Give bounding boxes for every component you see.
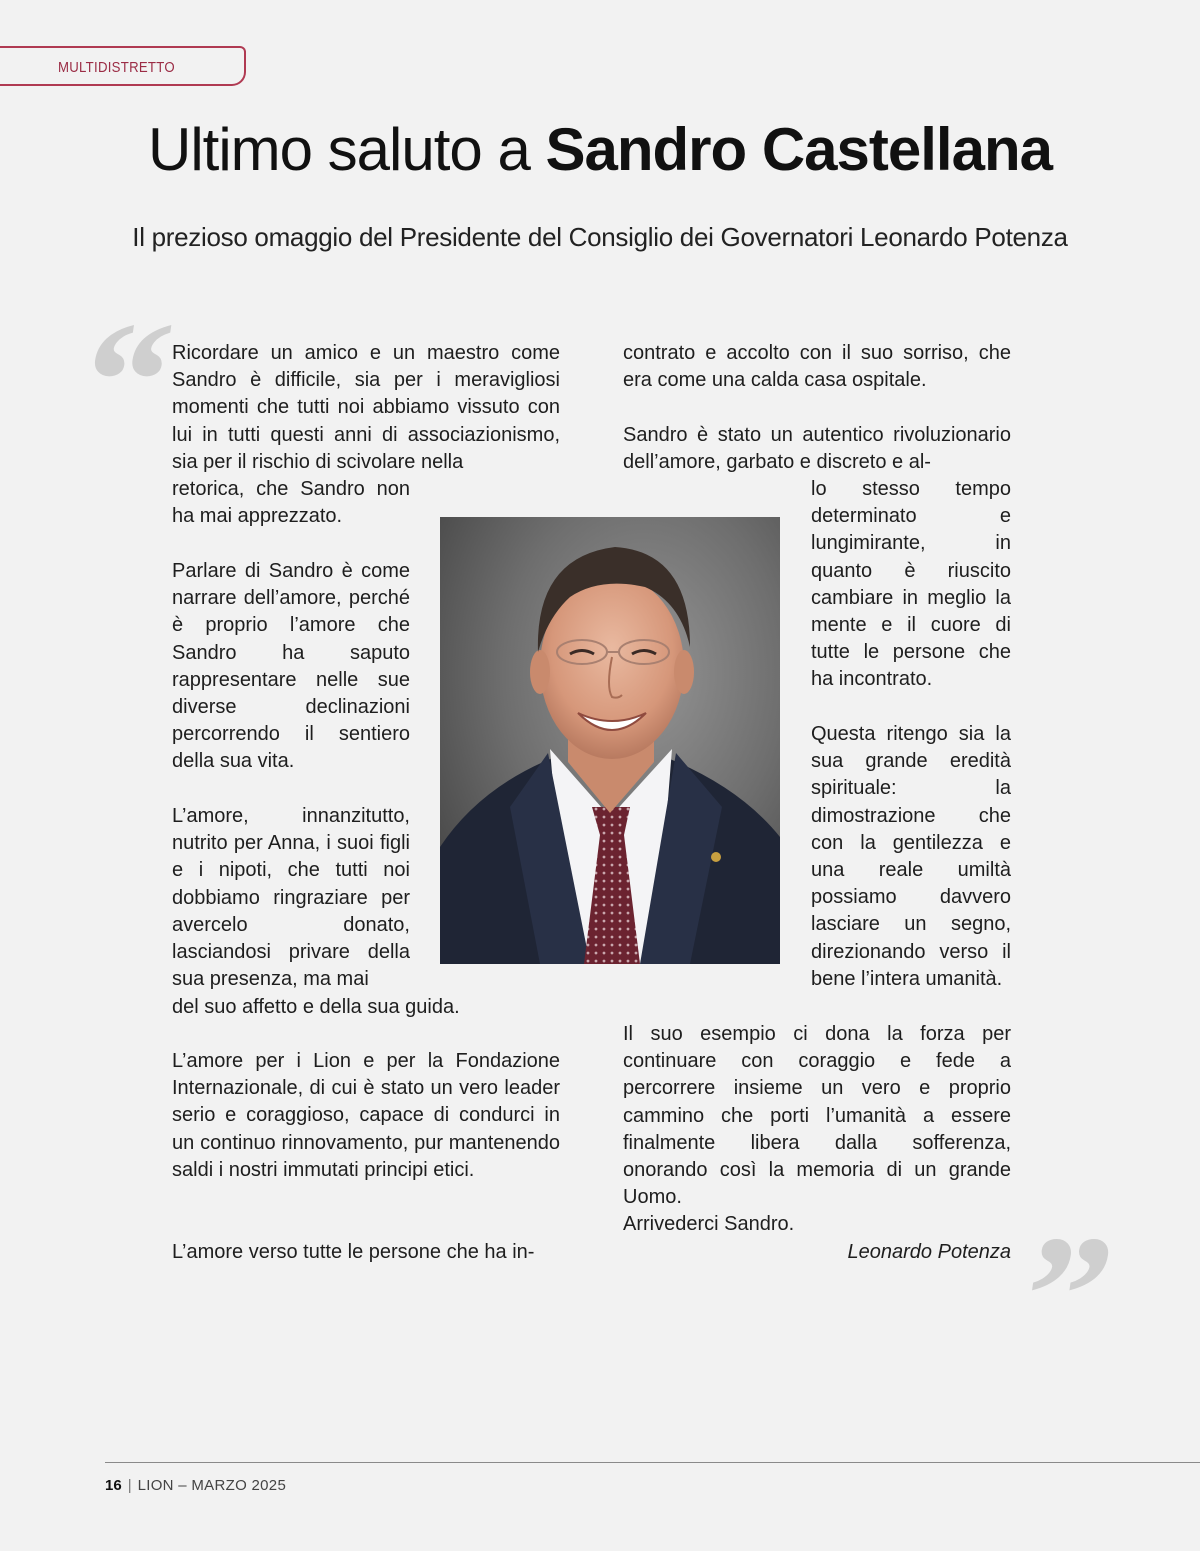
- title-regular: Ultimo saluto a: [147, 116, 546, 183]
- left-paragraph-5: L’amore verso tutte le persone che ha in-: [172, 1241, 535, 1263]
- left-paragraph-1-end: retorica, che Sandro non ha mai apprezzato.: [172, 478, 410, 528]
- left-paragraph-4: L’amore per i Lion e per la Fondazione Internazionale, di cui è stato un vero leader serio e coraggioso, capace di condurci in un continuo rinnovamento, pur mantenendo saldi i nostri immutati principi etici.: [172, 1050, 560, 1181]
- right-paragraph-2-end: lo stesso tempo determinato e lungimirante, in quanto è riuscito cambiare in meglio la mente e il cuore di tutte le persone che ha incontrato.: [811, 478, 1011, 691]
- article-title: [0, 113, 1200, 187]
- left-paragraph-3-end: del suo affetto e della sua guida.: [172, 996, 460, 1018]
- section-tab-label: MULTIDISTRETTO: [58, 59, 175, 76]
- right-paragraph-3: Questa ritengo sia la sua grande eredità spirituale: la dimostrazione che con la gentilezza e una reale umiltà possiamo davvero lasciare un segno, direzionando verso il bene l’intera umanità.: [811, 723, 1011, 990]
- article-subtitle: Il prezioso omaggio del Presidente del Consiglio dei Governatori Leonardo Potenza: [132, 222, 1068, 252]
- portrait-illustration: [440, 517, 780, 964]
- page-footer: [105, 1476, 286, 1496]
- open-quote-icon: “: [70, 287, 183, 475]
- left-paragraph-2: Parlare di Sandro è come narrare dell’amore, perché è proprio l’amore che Sandro ha saputo rappresentare nelle sue diverse declinazioni percorrendo il sentiero della sua vita.: [172, 560, 410, 773]
- right-paragraph-5: Arrivederci Sandro.: [623, 1213, 795, 1235]
- portrait-photo: [440, 517, 780, 964]
- right-paragraph-4: Il suo esempio ci dona la forza per continuare con coraggio e fede a percorrere insieme un vero e proprio cammino che porti l’umanità a essere finalmente libera dalla sofferenza, onorando così la memoria di un grande Uomo.: [623, 1023, 1011, 1209]
- right-paragraph-1: contrato e accolto con il suo sorriso, che era come una calda casa ospitale.: [623, 342, 1011, 392]
- section-tab: [0, 46, 246, 86]
- author-signature: Leonardo Potenza: [847, 1241, 1011, 1263]
- left-paragraph-1: Ricordare un amico e un maestro come Sandro è difficile, sia per i meravigliosi momenti che tutti noi abbiamo vissuto con lui in tutti questi anni di associazionismo, sia per il rischio di scivolare nella: [172, 342, 560, 473]
- footer-divider: [105, 1462, 1200, 1463]
- title-bold: Sandro Castellana: [545, 116, 1052, 183]
- footer-separator: |: [127, 1477, 132, 1494]
- close-quote-icon: ”: [1011, 1201, 1124, 1389]
- magazine-issue: LION – MARZO 2025: [137, 1477, 287, 1494]
- left-paragraph-3: L’amore, innanzitutto, nutrito per Anna, i suoi figli e i nipoti, che tutti noi dobbiamo ringraziare per avercelo donato, lasciandosi privare della sua presenza, ma mai: [172, 805, 410, 991]
- right-paragraph-2: Sandro è stato un autentico rivoluzionario dell’amore, garbato e discreto e al-: [623, 424, 1011, 474]
- page-number: 16: [105, 1477, 122, 1494]
